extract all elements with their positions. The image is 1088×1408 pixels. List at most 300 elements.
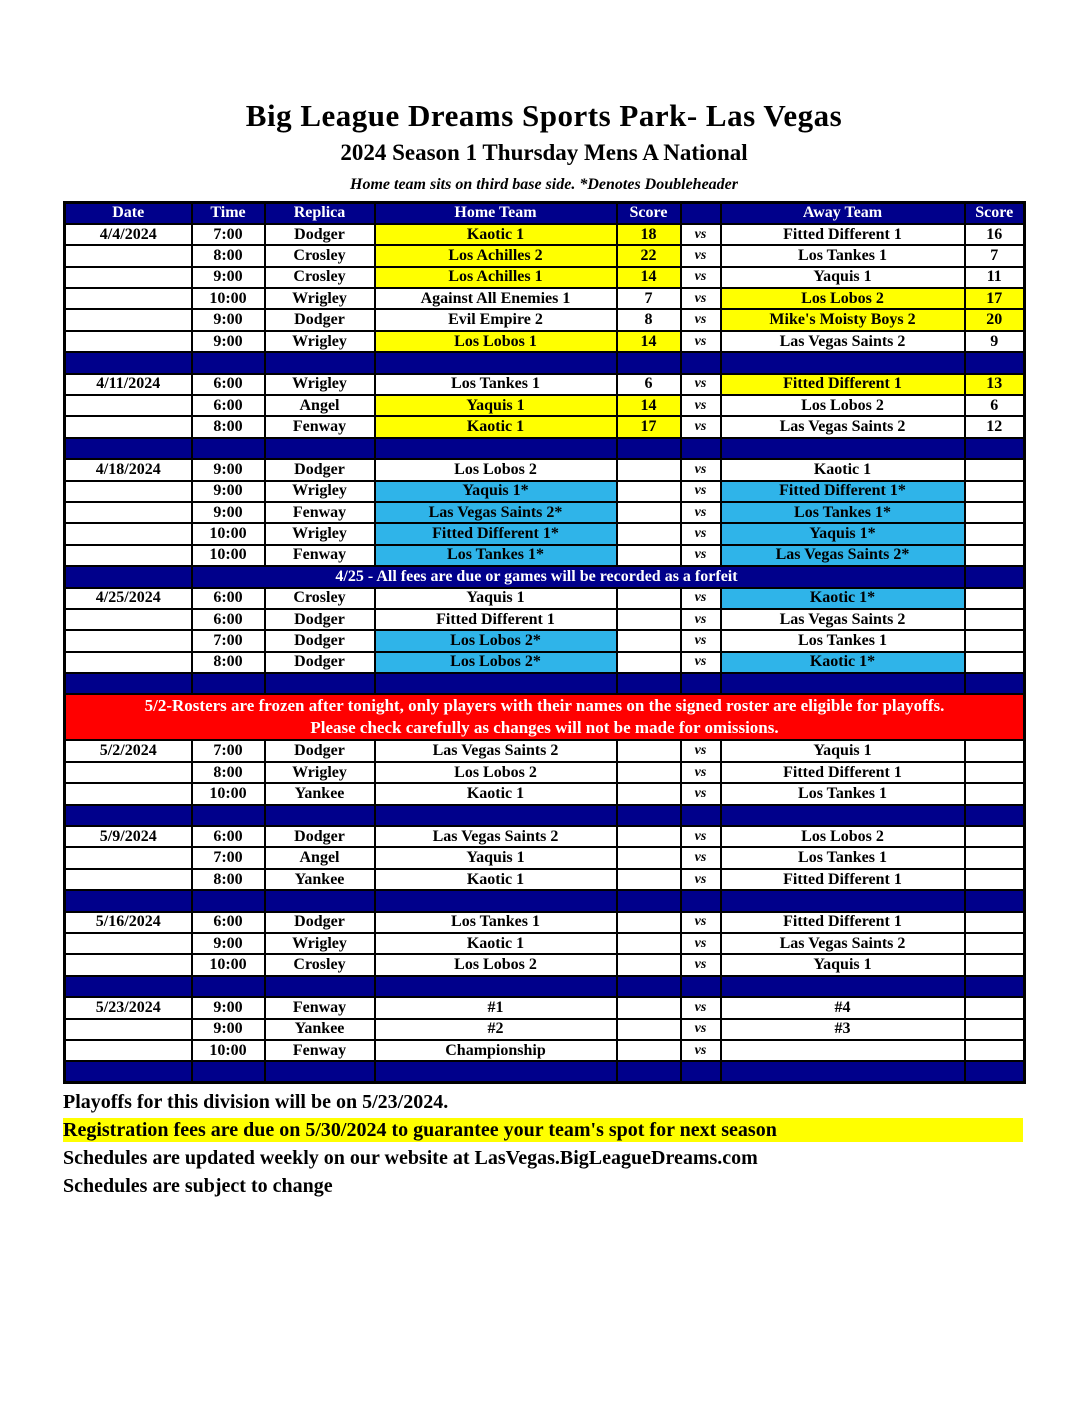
home-score-cell: 14 [617, 331, 681, 352]
separator-cell [617, 673, 681, 694]
date-cell [65, 245, 192, 266]
replica-cell: Dodger [265, 826, 375, 847]
date-cell [65, 267, 192, 288]
vs-cell: vs [681, 309, 721, 330]
separator-cell [65, 976, 192, 997]
date-cell [65, 309, 192, 330]
away-team-cell: Yaquis 1 [721, 267, 965, 288]
separator-row [65, 805, 1025, 826]
separator-cell [375, 438, 617, 459]
banner-line: 5/2-Rosters are frozen after tonight, only players with their names on the signed roster are eligible for playoffs. [144, 696, 945, 716]
home-team-cell: Las Vegas Saints 2 [375, 826, 617, 847]
time-cell: 10:00 [192, 545, 265, 566]
time-cell: 8:00 [192, 416, 265, 437]
home-team-cell: Los Achilles 1 [375, 267, 617, 288]
away-score-cell: 16 [965, 224, 1025, 245]
separator-cell [681, 805, 721, 826]
replica-cell: Dodger [265, 309, 375, 330]
schedule-table-body [65, 224, 1025, 1083]
home-score-cell: 7 [617, 288, 681, 309]
replica-cell: Yankee [265, 783, 375, 804]
game-row [65, 481, 1025, 502]
home-team-cell: Kaotic 1 [375, 416, 617, 437]
notice-text-cell: 4/25 - All fees are due or games will be recorded as a forfeit [192, 566, 965, 587]
vs-cell: vs [681, 267, 721, 288]
game-row [65, 545, 1025, 566]
game-row [65, 783, 1025, 804]
home-score-cell [617, 740, 681, 761]
home-team-cell: #2 [375, 1019, 617, 1040]
home-team-cell: Las Vegas Saints 2* [375, 502, 617, 523]
vs-cell: vs [681, 740, 721, 761]
replica-cell: Yankee [265, 869, 375, 890]
away-score-cell [965, 762, 1025, 783]
replica-cell: Wrigley [265, 331, 375, 352]
away-score-cell [965, 783, 1025, 804]
home-team-cell: Los Lobos 2 [375, 762, 617, 783]
vs-cell: vs [681, 847, 721, 868]
vs-cell: vs [681, 630, 721, 651]
separator-cell [265, 976, 375, 997]
game-row [65, 523, 1025, 544]
separator-cell [375, 352, 617, 373]
time-cell: 8:00 [192, 245, 265, 266]
away-team-cell: Kaotic 1* [721, 588, 965, 609]
game-row [65, 502, 1025, 523]
replica-cell: Dodger [265, 224, 375, 245]
vs-cell: vs [681, 331, 721, 352]
date-cell [65, 288, 192, 309]
header-row [65, 203, 1025, 224]
separator-cell [617, 976, 681, 997]
away-team-cell: Los Lobos 2 [721, 395, 965, 416]
vs-cell: vs [681, 545, 721, 566]
game-row [65, 331, 1025, 352]
away-score-cell [965, 502, 1025, 523]
away-score-cell: 13 [965, 374, 1025, 395]
home-score-cell: 18 [617, 224, 681, 245]
home-score-cell [617, 933, 681, 954]
time-cell: 6:00 [192, 395, 265, 416]
separator-cell [192, 976, 265, 997]
away-team-cell: #3 [721, 1019, 965, 1040]
time-cell: 9:00 [192, 331, 265, 352]
game-row [65, 288, 1025, 309]
game-row [65, 997, 1025, 1018]
separator-cell [192, 673, 265, 694]
separator-cell [681, 1061, 721, 1082]
home-score-cell [617, 826, 681, 847]
home-score-cell [617, 652, 681, 673]
replica-cell: Angel [265, 847, 375, 868]
time-cell: 9:00 [192, 997, 265, 1018]
home-team-cell: Fitted Different 1 [375, 609, 617, 630]
home-score-cell: 17 [617, 416, 681, 437]
separator-cell [965, 352, 1025, 373]
separator-cell [721, 976, 965, 997]
time-cell: 10:00 [192, 783, 265, 804]
vs-cell: vs [681, 374, 721, 395]
separator-cell [265, 438, 375, 459]
page-title: Big League Dreams Sports Park- Las Vegas [245, 98, 843, 133]
replica-cell: Wrigley [265, 523, 375, 544]
game-row [65, 309, 1025, 330]
separator-cell [681, 352, 721, 373]
header-date: Date [65, 203, 192, 224]
replica-cell: Dodger [265, 630, 375, 651]
date-cell [65, 762, 192, 783]
home-team-note: Home team sits on third base side. *Denotes Doubleheader [350, 176, 738, 193]
away-score-cell [965, 997, 1025, 1018]
away-team-cell: Las Vegas Saints 2 [721, 933, 965, 954]
home-team-cell: Yaquis 1 [375, 395, 617, 416]
time-cell: 10:00 [192, 288, 265, 309]
game-row [65, 395, 1025, 416]
away-team-cell: Las Vegas Saints 2 [721, 416, 965, 437]
away-team-cell: Los Lobos 2 [721, 288, 965, 309]
game-row [65, 609, 1025, 630]
home-team-cell: Los Lobos 2 [375, 954, 617, 975]
separator-cell [375, 805, 617, 826]
away-score-cell [965, 740, 1025, 761]
footer-website-line: Schedules are updated weekly on our website at LasVegas.BigLeagueDreams.com [63, 1147, 758, 1170]
separator-cell [617, 1061, 681, 1082]
home-team-cell: Kaotic 1 [375, 224, 617, 245]
game-row [65, 912, 1025, 933]
replica-cell: Fenway [265, 997, 375, 1018]
away-team-cell: Fitted Different 1* [721, 481, 965, 502]
time-cell: 8:00 [192, 652, 265, 673]
home-score-cell: 8 [617, 309, 681, 330]
time-cell: 7:00 [192, 740, 265, 761]
replica-cell: Yankee [265, 1019, 375, 1040]
replica-cell: Angel [265, 395, 375, 416]
away-team-cell: Las Vegas Saints 2* [721, 545, 965, 566]
home-team-cell: Yaquis 1* [375, 481, 617, 502]
replica-cell: Crosley [265, 954, 375, 975]
home-score-cell [617, 869, 681, 890]
vs-cell: vs [681, 224, 721, 245]
date-cell: 5/2/2024 [65, 740, 192, 761]
vs-cell: vs [681, 933, 721, 954]
vs-cell: vs [681, 652, 721, 673]
game-row [65, 374, 1025, 395]
away-team-cell: Los Tankes 1 [721, 847, 965, 868]
replica-cell: Dodger [265, 652, 375, 673]
replica-cell: Dodger [265, 912, 375, 933]
home-team-cell: Los Lobos 1 [375, 331, 617, 352]
time-cell: 9:00 [192, 309, 265, 330]
footer [63, 1090, 1088, 1198]
time-cell: 9:00 [192, 481, 265, 502]
home-team-cell: Yaquis 1 [375, 847, 617, 868]
separator-cell [965, 673, 1025, 694]
away-team-cell: Las Vegas Saints 2 [721, 609, 965, 630]
replica-cell: Wrigley [265, 288, 375, 309]
date-cell [65, 847, 192, 868]
away-score-cell: 7 [965, 245, 1025, 266]
separator-cell [965, 890, 1025, 911]
replica-cell: Crosley [265, 588, 375, 609]
separator-cell [965, 805, 1025, 826]
away-score-cell [965, 609, 1025, 630]
home-team-cell: Las Vegas Saints 2 [375, 740, 617, 761]
date-cell [65, 869, 192, 890]
home-score-cell [617, 588, 681, 609]
footer-subject-to-change-line: Schedules are subject to change [63, 1175, 333, 1198]
time-cell: 6:00 [192, 609, 265, 630]
date-cell [65, 954, 192, 975]
time-cell: 9:00 [192, 1019, 265, 1040]
separator-cell [617, 352, 681, 373]
header-away-team: Away Team [721, 203, 965, 224]
date-cell [65, 1040, 192, 1061]
home-score-cell [617, 762, 681, 783]
away-score-cell: 9 [965, 331, 1025, 352]
home-score-cell: 14 [617, 395, 681, 416]
game-row [65, 267, 1025, 288]
game-row [65, 762, 1025, 783]
home-score-cell [617, 847, 681, 868]
game-row [65, 933, 1025, 954]
home-score-cell [617, 997, 681, 1018]
away-score-cell [965, 933, 1025, 954]
away-score-cell [965, 652, 1025, 673]
home-team-cell: Kaotic 1 [375, 869, 617, 890]
header-vs [681, 203, 721, 224]
header-home-score: Score [617, 203, 681, 224]
away-team-cell: Los Tankes 1 [721, 245, 965, 266]
home-team-cell: Fitted Different 1* [375, 523, 617, 544]
separator-row [65, 438, 1025, 459]
separator-row [65, 976, 1025, 997]
home-score-cell [617, 954, 681, 975]
away-score-cell [965, 459, 1025, 480]
home-score-cell [617, 502, 681, 523]
header-home-team: Home Team [375, 203, 617, 224]
replica-cell: Fenway [265, 502, 375, 523]
game-row [65, 1019, 1025, 1040]
home-team-cell: Los Lobos 2* [375, 652, 617, 673]
home-score-cell [617, 1019, 681, 1040]
vs-cell: vs [681, 997, 721, 1018]
game-row [65, 1040, 1025, 1061]
separator-cell [965, 976, 1025, 997]
vs-cell: vs [681, 1019, 721, 1040]
away-team-cell: Los Tankes 1* [721, 502, 965, 523]
footer-playoffs-line: Playoffs for this division will be on 5/23/2024. [63, 1091, 449, 1114]
home-score-cell [617, 545, 681, 566]
away-score-cell [965, 1040, 1025, 1061]
game-row [65, 847, 1025, 868]
home-score-cell [617, 783, 681, 804]
separator-cell [965, 1061, 1025, 1082]
vs-cell: vs [681, 954, 721, 975]
time-cell: 6:00 [192, 588, 265, 609]
vs-cell: vs [681, 502, 721, 523]
separator-cell [65, 1061, 192, 1082]
game-row [65, 588, 1025, 609]
away-team-cell [721, 1040, 965, 1061]
time-cell: 10:00 [192, 523, 265, 544]
separator-cell [617, 890, 681, 911]
away-score-cell [965, 566, 1025, 587]
date-cell [65, 933, 192, 954]
banner-row [65, 694, 1025, 740]
separator-cell [681, 673, 721, 694]
date-cell: 5/9/2024 [65, 826, 192, 847]
vs-cell: vs [681, 395, 721, 416]
home-score-cell [617, 1040, 681, 1061]
replica-cell: Fenway [265, 416, 375, 437]
date-cell [65, 502, 192, 523]
separator-cell [265, 805, 375, 826]
replica-cell: Fenway [265, 545, 375, 566]
home-score-cell [617, 523, 681, 544]
separator-cell [965, 438, 1025, 459]
away-score-cell [965, 954, 1025, 975]
date-cell [65, 481, 192, 502]
separator-cell [65, 352, 192, 373]
header-time: Time [192, 203, 265, 224]
separator-cell [65, 438, 192, 459]
away-team-cell: Kaotic 1 [721, 459, 965, 480]
separator-cell [265, 352, 375, 373]
date-cell [65, 783, 192, 804]
separator-cell [681, 438, 721, 459]
date-cell [65, 1019, 192, 1040]
replica-cell: Dodger [265, 459, 375, 480]
vs-cell: vs [681, 869, 721, 890]
away-score-cell: 6 [965, 395, 1025, 416]
away-score-cell: 11 [965, 267, 1025, 288]
game-row [65, 459, 1025, 480]
replica-cell: Crosley [265, 245, 375, 266]
schedule-table [63, 201, 1026, 1084]
separator-cell [265, 1061, 375, 1082]
time-cell: 9:00 [192, 933, 265, 954]
replica-cell: Crosley [265, 267, 375, 288]
footer-registration-line: Registration fees are due on 5/30/2024 to guarantee your team's spot for next season [63, 1118, 1023, 1142]
separator-cell [265, 673, 375, 694]
vs-cell: vs [681, 481, 721, 502]
time-cell: 6:00 [192, 912, 265, 933]
banner-line: Please check carefully as changes will not be made for omissions. [310, 718, 779, 738]
vs-cell: vs [681, 912, 721, 933]
away-team-cell: Mike's Moisty Boys 2 [721, 309, 965, 330]
separator-cell [375, 1061, 617, 1082]
home-score-cell [617, 630, 681, 651]
vs-cell: vs [681, 288, 721, 309]
date-cell [65, 523, 192, 544]
home-score-cell [617, 481, 681, 502]
banner-text-cell [65, 694, 1025, 740]
time-cell: 8:00 [192, 869, 265, 890]
away-team-cell: Yaquis 1 [721, 954, 965, 975]
separator-cell [721, 890, 965, 911]
replica-cell: Wrigley [265, 933, 375, 954]
home-team-cell: Yaquis 1 [375, 588, 617, 609]
vs-cell: vs [681, 826, 721, 847]
replica-cell: Wrigley [265, 762, 375, 783]
separator-row [65, 890, 1025, 911]
date-cell [65, 652, 192, 673]
away-team-cell: Fitted Different 1 [721, 374, 965, 395]
separator-cell [192, 438, 265, 459]
game-row [65, 630, 1025, 651]
home-team-cell: Los Lobos 2 [375, 459, 617, 480]
home-team-cell: Against All Enemies 1 [375, 288, 617, 309]
away-score-cell [965, 630, 1025, 651]
separator-cell [721, 352, 965, 373]
date-cell [65, 630, 192, 651]
home-team-cell: Los Achilles 2 [375, 245, 617, 266]
game-row [65, 652, 1025, 673]
away-score-cell: 17 [965, 288, 1025, 309]
away-score-cell [965, 481, 1025, 502]
separator-cell [65, 890, 192, 911]
page-subtitle: 2024 Season 1 Thursday Mens A National [340, 140, 748, 165]
replica-cell: Fenway [265, 1040, 375, 1061]
separator-row [65, 352, 1025, 373]
away-team-cell: Fitted Different 1 [721, 224, 965, 245]
vs-cell: vs [681, 783, 721, 804]
replica-cell: Dodger [265, 609, 375, 630]
vs-cell: vs [681, 762, 721, 783]
away-score-cell [965, 912, 1025, 933]
vs-cell: vs [681, 245, 721, 266]
vs-cell: vs [681, 523, 721, 544]
home-team-cell: #1 [375, 997, 617, 1018]
date-cell: 4/25/2024 [65, 588, 192, 609]
separator-cell [375, 890, 617, 911]
home-score-cell: 6 [617, 374, 681, 395]
home-score-cell [617, 609, 681, 630]
game-row [65, 224, 1025, 245]
date-cell [65, 395, 192, 416]
header-away-score: Score [965, 203, 1025, 224]
time-cell: 10:00 [192, 954, 265, 975]
replica-cell: Wrigley [265, 481, 375, 502]
separator-cell [617, 438, 681, 459]
away-score-cell [965, 826, 1025, 847]
date-cell: 5/23/2024 [65, 997, 192, 1018]
away-score-cell: 20 [965, 309, 1025, 330]
away-team-cell: Yaquis 1* [721, 523, 965, 544]
date-cell: 4/4/2024 [65, 224, 192, 245]
time-cell: 6:00 [192, 374, 265, 395]
time-cell: 10:00 [192, 1040, 265, 1061]
separator-cell [721, 438, 965, 459]
away-team-cell: Yaquis 1 [721, 740, 965, 761]
game-row [65, 245, 1025, 266]
game-row [65, 416, 1025, 437]
away-team-cell: Las Vegas Saints 2 [721, 331, 965, 352]
separator-cell [721, 1061, 965, 1082]
home-team-cell: Los Tankes 1* [375, 545, 617, 566]
home-score-cell [617, 912, 681, 933]
date-cell [65, 416, 192, 437]
time-cell: 8:00 [192, 762, 265, 783]
away-score-cell [965, 869, 1025, 890]
separator-cell [265, 890, 375, 911]
separator-cell [721, 805, 965, 826]
away-team-cell: Fitted Different 1 [721, 762, 965, 783]
away-score-cell [965, 847, 1025, 868]
away-team-cell: Fitted Different 1 [721, 912, 965, 933]
away-score-cell [965, 523, 1025, 544]
time-cell: 6:00 [192, 826, 265, 847]
